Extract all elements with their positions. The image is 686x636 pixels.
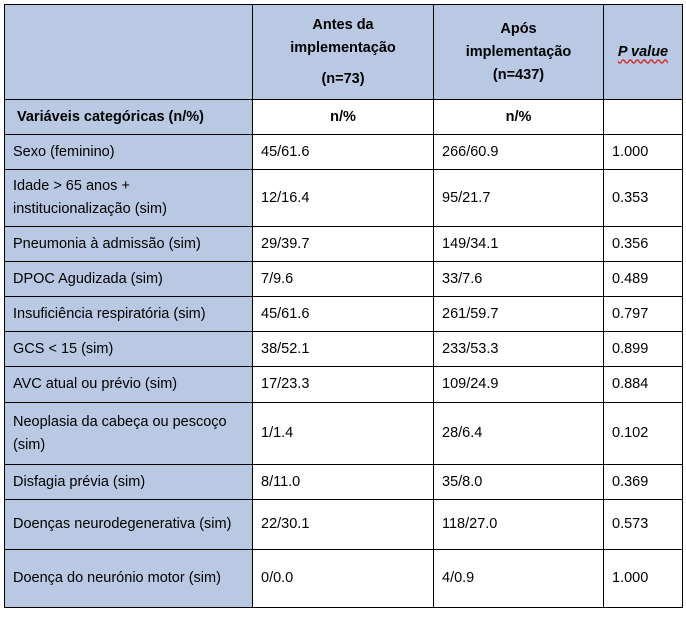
table-row (5, 262, 683, 297)
row-before: 12/16.4 (253, 170, 434, 227)
table-row (5, 500, 683, 550)
row-before: 38/52.1 (253, 332, 434, 367)
table-row (5, 135, 683, 170)
table-row (5, 170, 683, 227)
row-p-value: 0.356 (604, 227, 683, 262)
header-before-line2: implementação (290, 39, 396, 56)
row-label: DPOC Agudizada (sim) (5, 262, 253, 297)
header-after-line1: Após (500, 20, 537, 37)
header-p-value (604, 5, 683, 100)
p-value-label: P value (617, 43, 669, 60)
row-after: 33/7.6 (434, 262, 604, 297)
row-after: 28/6.4 (434, 403, 604, 465)
row-before: 1/1.4 (253, 403, 434, 465)
row-p-value: 0.573 (604, 500, 683, 550)
row-before: 22/30.1 (253, 500, 434, 550)
header-before-line3: (n=73) (321, 70, 365, 87)
row-p-value: 0.884 (604, 367, 683, 403)
row-p-value: 1.000 (604, 550, 683, 608)
row-after: 261/59.7 (434, 297, 604, 332)
row-before: 45/61.6 (253, 135, 434, 170)
data-table (4, 4, 683, 608)
table-row (5, 297, 683, 332)
row-p-value: 0.102 (604, 403, 683, 465)
row-label: Doença do neurónio motor (sim) (5, 550, 253, 608)
row-before: 0/0.0 (253, 550, 434, 608)
row-after: 149/34.1 (434, 227, 604, 262)
row-p-value: 0.353 (604, 170, 683, 227)
header-after-line2: implementação (465, 43, 572, 60)
header-empty-cell (5, 5, 253, 100)
table-row (5, 332, 683, 367)
row-label: Sexo (feminino) (5, 135, 253, 170)
row-label: Insuficiência respiratória (sim) (5, 297, 253, 332)
row-before: 45/61.6 (253, 297, 434, 332)
row-after: 109/24.9 (434, 367, 604, 403)
table-row (5, 227, 683, 262)
row-after: 118/27.0 (434, 500, 604, 550)
table-row (5, 550, 683, 608)
row-label: Doenças neurodegenerativa (sim) (5, 500, 253, 550)
subheader-row (5, 100, 683, 135)
row-label: Disfagia prévia (sim) (5, 465, 253, 500)
row-p-value: 1.000 (604, 135, 683, 170)
header-row (5, 5, 683, 100)
header-after-line3: (n=437) (492, 66, 545, 83)
subheader-p (604, 100, 683, 135)
row-before: 8/11.0 (253, 465, 434, 500)
table-row (5, 465, 683, 500)
row-after: 266/60.9 (434, 135, 604, 170)
row-after: 35/8.0 (434, 465, 604, 500)
row-p-value: 0.489 (604, 262, 683, 297)
row-label: AVC atual ou prévio (sim) (5, 367, 253, 403)
row-after: 95/21.7 (434, 170, 604, 227)
row-p-value: 0.797 (604, 297, 683, 332)
row-before: 29/39.7 (253, 227, 434, 262)
row-label: Neoplasia da cabeça ou pescoço (sim) (5, 403, 253, 465)
header-before-line1: Antes da (312, 16, 374, 33)
row-after: 4/0.9 (434, 550, 604, 608)
row-before: 17/23.3 (253, 367, 434, 403)
row-label: Pneumonia à admissão (sim) (5, 227, 253, 262)
row-label: Idade > 65 anos + institucionalização (sim) (5, 170, 253, 227)
row-p-value: 0.899 (604, 332, 683, 367)
table-row (5, 403, 683, 465)
row-before: 7/9.6 (253, 262, 434, 297)
table-row (5, 367, 683, 403)
subheader-label: Variáveis categóricas (n/%) (5, 100, 253, 135)
header-after (434, 5, 604, 100)
subheader-before: n/% (253, 100, 434, 135)
row-p-value: 0.369 (604, 465, 683, 500)
row-label: GCS < 15 (sim) (5, 332, 253, 367)
subheader-after: n/% (434, 100, 604, 135)
row-after: 233/53.3 (434, 332, 604, 367)
header-before (253, 5, 434, 100)
